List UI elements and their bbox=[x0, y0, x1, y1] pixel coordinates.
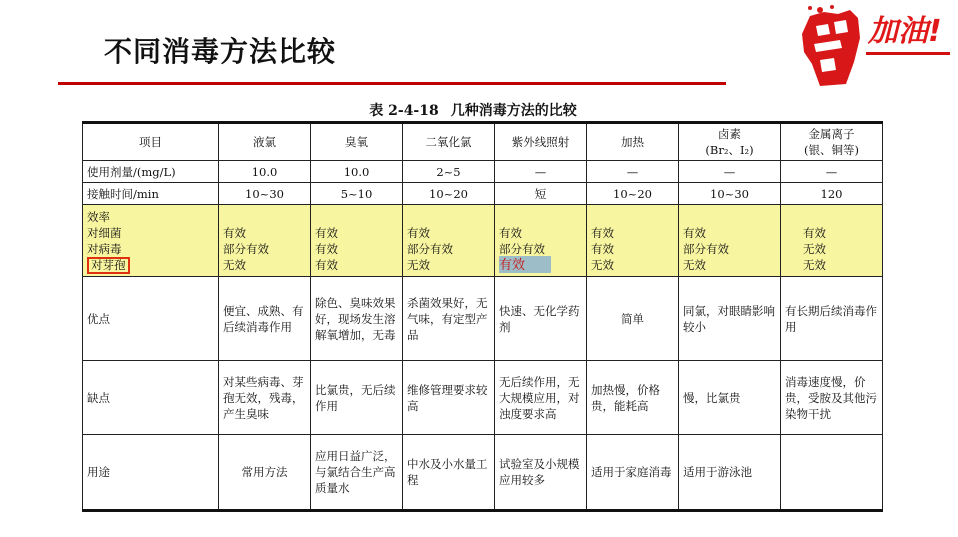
title-underline bbox=[58, 82, 726, 85]
efficacy-cell-chlorine-dioxide bbox=[403, 205, 495, 277]
metal-ions-examples: (银、铜等) bbox=[804, 143, 859, 157]
table-cell: 杀菌效果好，无气味，有定型产品 bbox=[403, 277, 495, 361]
efficacy-spacer bbox=[803, 209, 878, 225]
efficacy-cell-ozone bbox=[311, 205, 403, 277]
efficacy-value: 部分有效 bbox=[683, 241, 729, 256]
table-cell: 便宜、成熟、有后续消毒作用 bbox=[219, 277, 311, 361]
table-cell: — bbox=[679, 161, 781, 183]
efficacy-value: 有效 bbox=[407, 225, 430, 240]
disadvantages-row bbox=[83, 361, 883, 435]
table-caption bbox=[0, 100, 958, 120]
efficacy-value: 有效 bbox=[803, 225, 826, 240]
col-header-heating: 加热 bbox=[587, 123, 679, 161]
table-cell: 对某些病毒、芽孢无效，残毒，产生臭味 bbox=[219, 361, 311, 435]
table-cell: 短 bbox=[495, 183, 587, 205]
table-cell: 维修管理要求较高 bbox=[403, 361, 495, 435]
efficacy-value: 有效 bbox=[591, 225, 614, 240]
col-header-item: 项目 bbox=[83, 123, 219, 161]
table-cell: 10~20 bbox=[403, 183, 495, 205]
table-cell: 有长期后续消毒作用 bbox=[781, 277, 883, 361]
table-cell: 无后续作用，无大规模应用，对浊度要求高 bbox=[495, 361, 587, 435]
efficacy-value: 无效 bbox=[407, 257, 430, 272]
header-row bbox=[83, 123, 883, 161]
efficacy-bacteria-label: 对细菌 bbox=[87, 225, 122, 240]
contact-time-row bbox=[83, 183, 883, 205]
table-cell: 10.0 bbox=[311, 161, 403, 183]
advantages-row bbox=[83, 277, 883, 361]
efficacy-value: 部分有效 bbox=[407, 241, 453, 256]
table-cell: — bbox=[781, 161, 883, 183]
efficacy-value: 无效 bbox=[803, 257, 826, 272]
efficacy-value: 有效 bbox=[315, 225, 338, 240]
table-cell: 10~20 bbox=[587, 183, 679, 205]
usage-row bbox=[83, 435, 883, 511]
col-header-uv: 紫外线照射 bbox=[495, 123, 587, 161]
efficacy-value: 有效 bbox=[591, 241, 614, 256]
efficacy-spore-label: 对芽孢 bbox=[87, 257, 130, 274]
efficacy-cell-chlorine bbox=[219, 205, 311, 277]
col-header-chlorine-dioxide: 二氧化氯 bbox=[403, 123, 495, 161]
efficacy-row bbox=[83, 205, 883, 277]
table-number: 表 2-4-18 bbox=[369, 103, 439, 119]
table-title: 几种消毒方法的比较 bbox=[450, 103, 577, 119]
usage-label: 用途 bbox=[83, 435, 219, 511]
efficacy-value: 无效 bbox=[223, 257, 246, 272]
table-cell: 适用于家庭消毒 bbox=[587, 435, 679, 511]
efficacy-value: 有效 bbox=[223, 225, 246, 240]
table-cell: 快速、无化学药剂 bbox=[495, 277, 587, 361]
col-header-chlorine: 液氯 bbox=[219, 123, 311, 161]
efficacy-value: 无效 bbox=[591, 257, 614, 272]
table-cell: 10~30 bbox=[219, 183, 311, 205]
efficacy-value: 无效 bbox=[803, 241, 826, 256]
efficacy-spacer bbox=[499, 209, 582, 225]
efficacy-value: 有效 bbox=[315, 257, 338, 272]
efficacy-value: 有效 bbox=[499, 225, 522, 240]
metal-ions-name: 金属离子 bbox=[808, 127, 855, 141]
badge-underline bbox=[866, 52, 950, 55]
efficacy-spacer bbox=[315, 209, 398, 225]
table-cell: 10~30 bbox=[679, 183, 781, 205]
halogen-name: 卤素 bbox=[718, 127, 741, 141]
table-cell: 同氯，对眼睛影响较小 bbox=[679, 277, 781, 361]
table-cell: 2~5 bbox=[403, 161, 495, 183]
efficacy-value: 部分有效 bbox=[223, 241, 269, 256]
table-cell: 应用日益广泛，与氯结合生产高质量水 bbox=[311, 435, 403, 511]
table-cell: — bbox=[495, 161, 587, 183]
table-cell: 120 bbox=[781, 183, 883, 205]
table-cell: 试验室及小规模应用较多 bbox=[495, 435, 587, 511]
table-cell: 常用方法 bbox=[219, 435, 311, 511]
efficacy-spacer bbox=[683, 209, 776, 225]
cheer-badge-text: 加油! bbox=[868, 14, 942, 49]
table-cell: 比氯贵，无后续作用 bbox=[311, 361, 403, 435]
efficacy-value: 无效 bbox=[683, 257, 706, 272]
slide-title: 不同消毒方法比较 bbox=[104, 35, 337, 68]
efficacy-cell-heating bbox=[587, 205, 679, 277]
efficacy-spacer bbox=[591, 209, 674, 225]
efficacy-value: 有效 bbox=[315, 241, 338, 256]
efficacy-virus-label: 对病毒 bbox=[87, 241, 122, 256]
halogen-formula: (Br₂、I₂) bbox=[705, 143, 754, 157]
efficacy-spacer bbox=[407, 209, 490, 225]
contact-time-label: 接触时间/min bbox=[83, 183, 219, 205]
uv-spore-annotation bbox=[499, 257, 525, 274]
efficacy-spacer bbox=[223, 209, 306, 225]
table-cell: 10.0 bbox=[219, 161, 311, 183]
dose-row bbox=[83, 161, 883, 183]
table-cell: 慢，比氯贵 bbox=[679, 361, 781, 435]
efficacy-label-cell bbox=[83, 205, 219, 277]
efficacy-label: 效率 bbox=[87, 209, 110, 224]
col-header-metal-ions bbox=[781, 123, 883, 161]
disinfection-comparison-table bbox=[82, 121, 883, 512]
table-cell: 消毒速度慢，价贵，受胺及其他污染物干扰 bbox=[781, 361, 883, 435]
table-cell bbox=[781, 435, 883, 511]
efficacy-value: 有效 bbox=[683, 225, 706, 240]
efficacy-spore-label-wrap bbox=[87, 257, 214, 273]
disadvantages-label: 缺点 bbox=[83, 361, 219, 435]
dose-label: 使用剂量/(mg/L) bbox=[83, 161, 219, 183]
table-cell: 加热慢，价格贵，能耗高 bbox=[587, 361, 679, 435]
table-cell: 中水及小水量工程 bbox=[403, 435, 495, 511]
col-header-halogen bbox=[679, 123, 781, 161]
table-cell: — bbox=[587, 161, 679, 183]
efficacy-cell-metal-ions bbox=[781, 205, 883, 277]
uv-spore-annotation-wrap bbox=[499, 257, 582, 273]
table-cell: 适用于游泳池 bbox=[679, 435, 781, 511]
table-cell: 除色、臭味效果好，现场发生溶解氧增加，无毒 bbox=[311, 277, 403, 361]
efficacy-cell-halogen bbox=[679, 205, 781, 277]
annotation-text: 有效 bbox=[499, 257, 526, 273]
efficacy-cell-uv bbox=[495, 205, 587, 277]
advantages-label: 优点 bbox=[83, 277, 219, 361]
efficacy-value: 部分有效 bbox=[499, 241, 545, 256]
table-cell: 5~10 bbox=[311, 183, 403, 205]
col-header-ozone: 臭氧 bbox=[311, 123, 403, 161]
table-cell: 简单 bbox=[587, 277, 679, 361]
